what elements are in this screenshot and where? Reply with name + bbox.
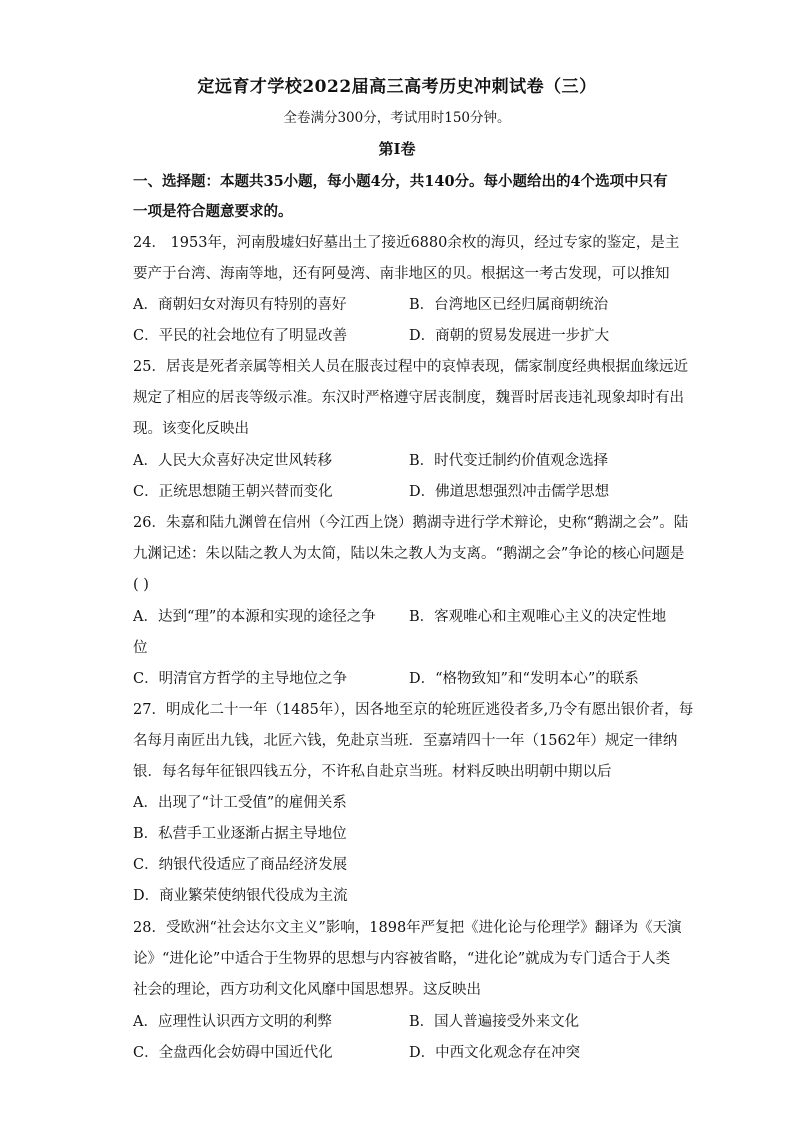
q28-option-c: C．全盘西化会妨碍中国近代化 [133,1045,333,1061]
q28-stem-line1: 28．受欧洲“社会达尔文主义”影响，1898年严复把《进化论与伦理学》翻译为《天演 [133,920,682,936]
q24-option-d: D．商朝的贸易发展进一步扩大 [409,328,610,344]
q28-stem-line2: 论》“进化论”中适合于生物界的思想与内容被省略，“进化论”就成为专门适合于人类 [133,951,671,967]
q25-stem-line2: 规定了相应的居丧等级示准。东汉时严格遵守居丧制度，魏晋时居丧违礼现象却时有出 [133,390,684,406]
q26-option-c: C．明清官方哲学的主导地位之争 [133,671,348,687]
q25-option-b: B．时代变迁制约价值观念选择 [409,453,609,469]
q25-option-a: A．人民大众喜好决定世风转移 [133,453,332,469]
q24-option-c: C．平民的社会地位有了明显改善 [133,328,348,344]
q24-option-a: A．商朝妇女对海贝有特别的喜好 [133,297,347,313]
q27-option-c: C．纳银代役适应了商品经济发展 [133,857,348,873]
q28-option-d: D．中西文化观念存在冲突 [409,1045,581,1061]
section-instructions-line2: 一项是符合题意要求的。 [133,203,293,220]
q27-option-b: B．私营手工业逐渐占据主导地位 [133,826,347,842]
q26-option-b-wrap: 位 [133,640,148,656]
q27-stem-line3: 银．每名每年征银四钱五分，不许私自赴京当班。材料反映出明朝中期以后 [133,764,612,780]
q27-option-d: D．商业繁荣使纳银代役成为主流 [133,888,348,904]
q25-option-d: D．佛道思想强烈冲击儒学思想 [409,484,610,500]
q26-option-b: B．客观唯心和主观唯心主义的决定性地 [409,609,667,625]
section-instructions-line1: 一、选择题：本题共35小题，每小题4分，共140分。每小题给出的4个选项中只有 [133,173,668,190]
page-title: 定远育才学校2022届高三高考历史冲刺试卷（三） [197,77,597,97]
q24-option-b: B．台湾地区已经归属商朝统治 [409,297,609,313]
q25-option-c: C．正统思想随王朝兴替而变化 [133,484,333,500]
q26-option-d: D．“格物致知”和“发明本心”的联系 [409,671,639,687]
q27-option-a: A．出现了“计工受值”的雇佣关系 [133,795,347,811]
q27-stem-line2: 名每月南匠出九钱，北匠六钱，免赴京当班．至嘉靖四十一年（1562年）规定一律纳 [133,733,678,749]
q28-option-b: B．国人普遍接受外来文化 [409,1014,580,1030]
q26-option-a: A．达到“理”的本源和实现的途径之争 [133,609,376,625]
q24-stem-line2: 要产于台湾、海南等地，还有阿曼湾、南非地区的贝。根据这一考古发现，可以推知 [133,266,670,282]
q26-stem-line1: 26．朱嘉和陆九渊曾在信州（今江西上饶）鹅湖寺进行学术辩论，史称“鹅湖之会”。陆 [133,515,689,531]
exam-info: 全卷满分300分，考试用时150分钟。 [283,110,511,126]
q25-stem-line1: 25．居丧是死者亲属等相关人员在服丧过程中的哀悼表现，儒家制度经典根据血缘远近 [133,359,688,375]
q26-stem-line3: ( ) [133,577,149,593]
q24-stem-line1: 24． 1953年，河南殷墟妇好墓出土了接近6880余枚的海贝，经过专家的鉴定，是主 [133,235,680,251]
q26-stem-line2: 九渊记述：朱以陆之教人为太简，陆以朱之教人为支离。“鹅湖之会”争论的核心问题是 [133,546,685,562]
q25-stem-line3: 现。该变化反映出 [133,421,249,437]
q28-option-a: A．应理性认识西方文明的利弊 [133,1014,332,1030]
q28-stem-line3: 社会的理论，西方功利文化风靡中国思想界。这反映出 [133,982,481,998]
q27-stem-line1: 27．明成化二十一年（1485年），因各地至京的轮班匠逃役者多,乃令有愿出银价者，每 [133,702,694,718]
volume-heading: 第I卷 [378,140,416,158]
